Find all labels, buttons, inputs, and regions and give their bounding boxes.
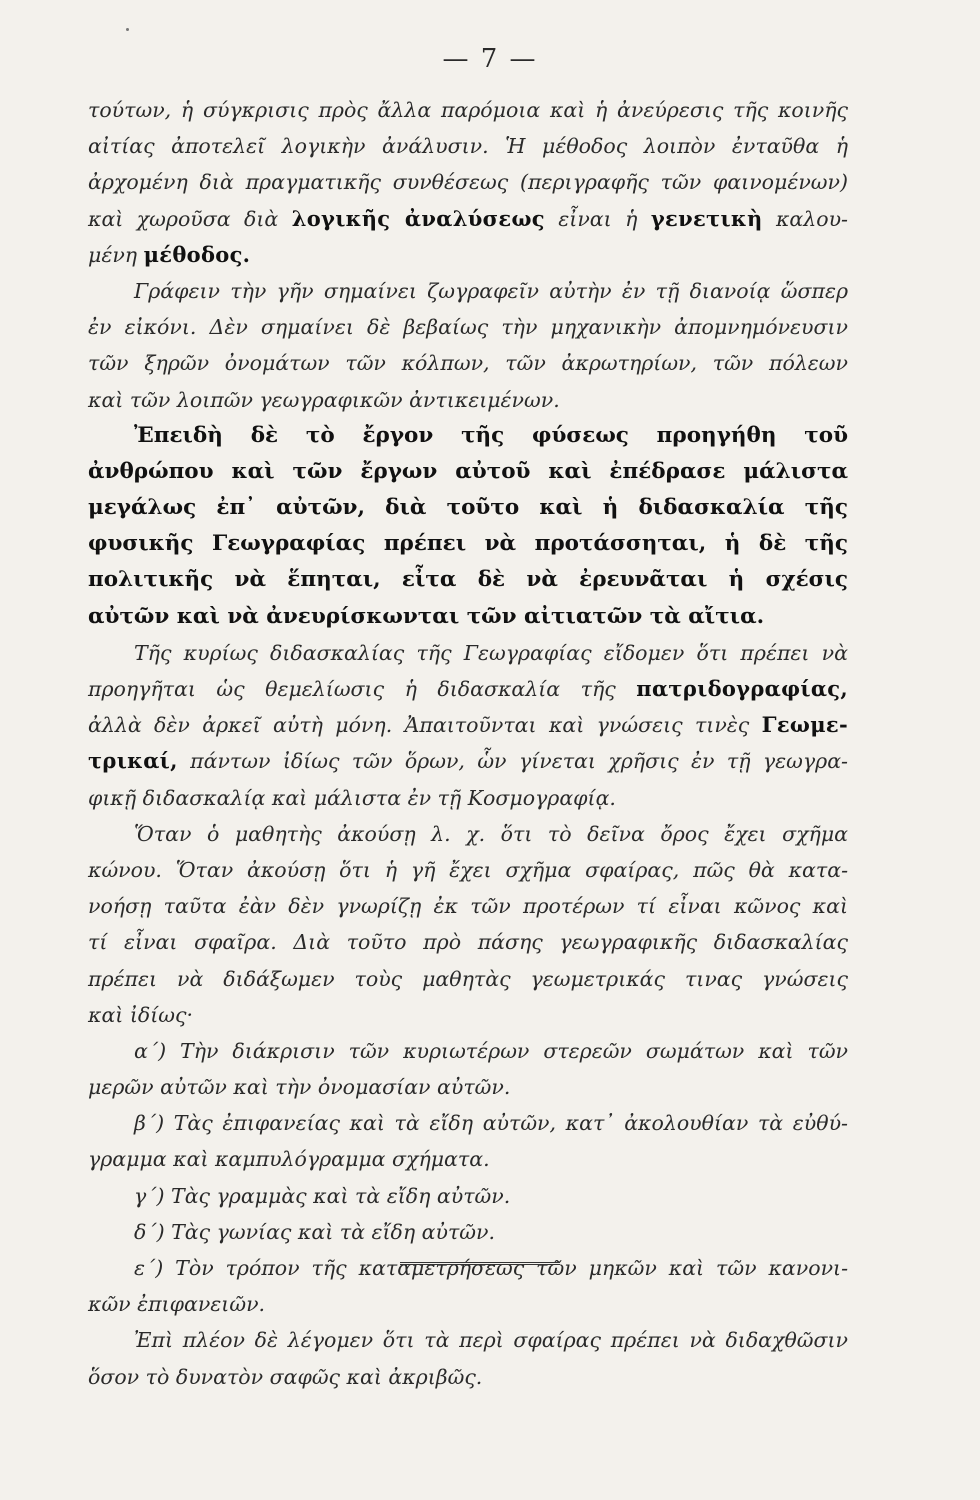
text-line: ἀνθρώπου καὶ τῶν ἔργων αὐτοῦ καὶ ἐπέδρασε μάλιστα bbox=[88, 458, 848, 484]
text-line: καὶ τῶν λοιπῶν γεωγραφικῶν ἀντικειμένων. bbox=[88, 387, 560, 412]
text-line: Τῆς κυρίως διδασκαλίας τῆς Γεωγραφίας εἴδομεν ὅτι πρέπει νὰ bbox=[134, 640, 848, 665]
bold-term: τρικαί, bbox=[88, 748, 178, 774]
text-line: πολιτικῆς νὰ ἕπηται, εἶτα δὲ νὰ ἐρευνᾶται ἡ σχέσις bbox=[88, 567, 848, 593]
text-line bbox=[88, 743, 848, 779]
text-span: καλου- bbox=[775, 206, 848, 231]
text-line: Ἐπειδὴ δὲ τὸ ἔργον τῆς φύσεως προηγήθη τοῦ bbox=[134, 422, 848, 448]
text-line: τούτων, ἡ σύγκρισις πρὸς ἄλλα παρόμοια καὶ ἡ ἀνεύρεσις τῆς κοινῆς bbox=[88, 98, 848, 122]
text-line: τῶν ξηρῶν ὀνομάτων τῶν κόλπων, τῶν ἀκρωτηρίων, τῶν πόλεων bbox=[88, 351, 848, 376]
bold-term: λογικῆς ἀναλύσεως bbox=[291, 205, 545, 231]
text-line: Γράφειν τὴν γῆν σημαίνει ζωγραφεῖν αὐτὴν ἐν τῇ διανοίᾳ ὥσπερ bbox=[134, 278, 848, 303]
list-item: ε´) Τὸν τρόπον τῆς καταμετρήσεως τῶν μηκῶν καὶ τῶν κανονι- bbox=[134, 1256, 848, 1280]
list-item: α´) Τὴν διάκρισιν τῶν κυριωτέρων στερεῶν σωμάτων καὶ τῶν bbox=[134, 1038, 848, 1063]
text-line: κῶν ἐπιφανειῶν. bbox=[88, 1292, 266, 1317]
text-line: Ὅταν ὁ μαθητὴς ἀκούσῃ λ. χ. ὅτι τὸ δεῖνα ὄρος ἔχει σχῆμα bbox=[134, 821, 848, 846]
body-text bbox=[88, 92, 848, 1395]
text-line: νοήσῃ ταῦτα ἐὰν δὲν γνωρίζῃ ἐκ τῶν προτέρων τί εἶναι κῶνος καὶ bbox=[88, 894, 848, 919]
text-line: Ἐπὶ πλέον δὲ λέγομεν ὅτι τὰ περὶ σφαίρας πρέπει νὰ διδαχθῶσιν bbox=[134, 1328, 848, 1353]
text-line: κώνου. Ὅταν ἀκούσῃ ὅτι ἡ γῆ ἔχει σχῆμα σφαίρας, πῶς θὰ κατα- bbox=[88, 857, 848, 882]
text-line: φικῇ διδασκαλίᾳ καὶ μάλιστα ἐν τῇ Κοσμογραφίᾳ. bbox=[88, 785, 616, 810]
bold-term: γενετικὴ bbox=[650, 205, 763, 231]
section-divider bbox=[400, 1262, 560, 1265]
text-line: ὅσον τὸ δυνατὸν σαφῶς καὶ ἀκριβῶς. bbox=[88, 1364, 483, 1389]
text-line: αἰτίας ἀποτελεῖ λογικὴν ἀνάλυσιν. Ἡ μέθοδος λοιπὸν ἐνταῦθα ἡ bbox=[88, 134, 848, 159]
list-item: β´) Τὰς ἐπιφανείας καὶ τὰ εἴδη αὐτῶν, κατ᾽ ἀκολουθίαν τὰ εὐθύ- bbox=[134, 1111, 848, 1136]
page-number: — 7 — bbox=[442, 44, 538, 74]
text-line: ἀρχομένη διὰ πραγματικῆς συνθέσεως (περιγραφῆς τῶν φαινομένων) bbox=[88, 170, 848, 195]
text-line: γραμμα καὶ καμπυλόγραμμα σχήματα. bbox=[88, 1147, 490, 1172]
list-item: δ´) Τὰς γωνίας καὶ τὰ εἴδη αὐτῶν. bbox=[134, 1219, 495, 1244]
text-line: καὶ ἰδίως· bbox=[88, 1002, 193, 1027]
text-line: μερῶν αὐτῶν καὶ τὴν ὀνομασίαν αὐτῶν. bbox=[88, 1075, 511, 1100]
text-line bbox=[88, 237, 848, 273]
text-line: πρέπει νὰ διδάξωμεν τοὺς μαθητὰς γεωμετρικάς τινας γνώσεις bbox=[88, 966, 848, 991]
text-line bbox=[88, 201, 848, 237]
list-item: γ´) Τὰς γραμμὰς καὶ τὰ εἴδη αὐτῶν. bbox=[134, 1183, 511, 1208]
text-span: ἀλλὰ δὲν ἀρκεῖ αὐτὴ μόνη. Ἀπαιτοῦνται καὶ γνώσεις τινὲς bbox=[88, 713, 750, 738]
bold-term: πατριδογραφίας, bbox=[636, 676, 848, 701]
text-span: καὶ χωροῦσα διὰ bbox=[88, 206, 279, 231]
text-line: μεγάλως ἐπ᾽ αὐτῶν, διὰ τοῦτο καὶ ἡ διδασκαλία τῆς bbox=[88, 495, 848, 521]
text-span: μένη bbox=[88, 242, 138, 267]
text-line bbox=[88, 671, 848, 707]
text-line: τί εἶναι σφαῖρα. Διὰ τοῦτο πρὸ πάσης γεωγραφικῆς διδασκαλίας bbox=[88, 930, 848, 955]
text-line: φυσικῆς Γεωγραφίας πρέπει νὰ προτάσσηται, ἡ δὲ τῆς bbox=[88, 531, 848, 557]
text-line: ἐν εἰκόνι. Δὲν σημαίνει δὲ βεβαίως τὴν μηχανικὴν ἀπομνημόνευσιν bbox=[88, 315, 848, 340]
text-line: αὐτῶν καὶ νὰ ἀνευρίσκωνται τῶν αἰτιατῶν τὰ αἴτια. bbox=[88, 603, 765, 629]
text-span: πάντων ἰδίως τῶν ὅρων, ὧν γίνεται χρῆσις ἐν τῇ γεωγρα- bbox=[190, 749, 848, 774]
text-span: προηγῆται ὡς θεμελίωσις ἡ διδασκαλία τῆς bbox=[88, 677, 616, 701]
bold-term: Γεωμε- bbox=[761, 712, 848, 738]
text-span: εἶναι ἡ bbox=[558, 206, 638, 231]
bold-term: μέθοδος. bbox=[143, 241, 251, 267]
paper-speck bbox=[126, 28, 129, 31]
text-line bbox=[88, 707, 848, 743]
